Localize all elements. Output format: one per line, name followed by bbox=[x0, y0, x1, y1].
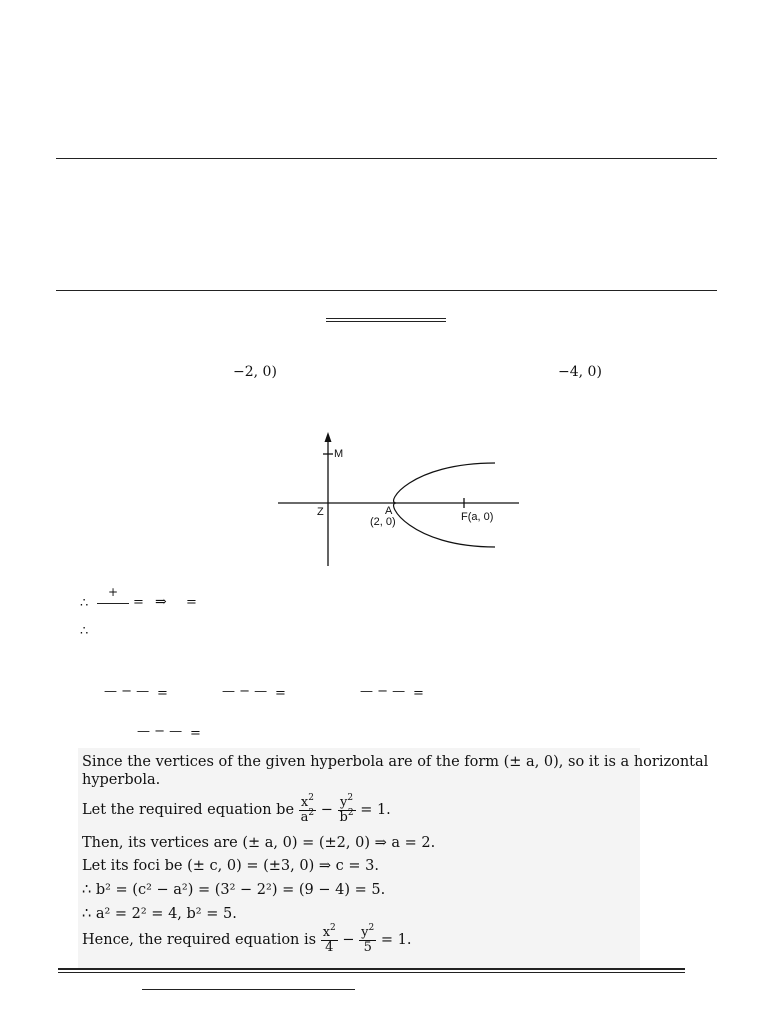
label-a-coordinates: (2, 0) bbox=[370, 516, 396, 528]
footer-rule bbox=[142, 989, 355, 990]
solution-line-1: Since the vertices of the given hyperbola are of the form (± a, 0), so it is a horizontal bbox=[82, 754, 709, 770]
equals-sign-1: = bbox=[133, 595, 144, 610]
equals-sign-3: = bbox=[157, 686, 168, 701]
bottom-rule-2 bbox=[58, 972, 685, 973]
implies-arrow: ⇒ bbox=[155, 594, 167, 610]
y-squared-over-b-squared: $\frac{y^2}{b^2}$ bbox=[339, 793, 354, 825]
plus-sign: + bbox=[108, 585, 119, 599]
solution-line-4: Let its foci be (± c, 0) = (±3, 0) ⇒ c = 3. bbox=[82, 858, 379, 874]
equals-sign-6: = bbox=[190, 726, 201, 741]
equals-sign-2: = bbox=[186, 595, 197, 610]
label-focus: F(a, 0) bbox=[461, 511, 494, 523]
vertex-fragment-2: −4, 0) bbox=[558, 364, 602, 380]
solution-line-7 bbox=[82, 923, 412, 955]
equation-end-text: = 1. bbox=[360, 802, 391, 819]
therefore-symbol-2: ∴ bbox=[80, 624, 89, 639]
arrow-head bbox=[325, 432, 332, 442]
fraction-skeleton-4: — − — bbox=[137, 724, 183, 739]
label-a: A bbox=[385, 505, 393, 517]
fraction-skeleton-2: — − — bbox=[222, 684, 268, 699]
equation-intro-text: Let the required equation be bbox=[82, 802, 295, 819]
final-equation-end: = 1. bbox=[380, 932, 412, 949]
x-squared-over-a-squared: $\frac{x^2}{a^2}$ bbox=[300, 793, 315, 825]
parabola-curve bbox=[394, 463, 495, 547]
solution-line-2 bbox=[82, 793, 391, 825]
final-equation-intro: Hence, the required equation is bbox=[82, 932, 317, 949]
x-squared-over-4: $\frac{x^2}{4}$ bbox=[322, 923, 336, 955]
equals-sign-5: = bbox=[413, 686, 424, 701]
vertex-fragment-1: −2, 0) bbox=[233, 364, 277, 380]
bottom-rule-1 bbox=[58, 968, 685, 970]
solution-line-6: ∴ a² = 2² = 4, b² = 5. bbox=[82, 906, 237, 922]
fraction-skeleton-1: — − — bbox=[104, 684, 150, 699]
solution-line-5: ∴ b² = (c² − a²) = (3² − 2²) = (9 − 4) = 5. bbox=[82, 882, 386, 898]
final-minus-sign: − bbox=[342, 932, 355, 949]
fraction-skeleton-3: — − — bbox=[360, 684, 406, 699]
label-m: M bbox=[334, 448, 344, 460]
y-squared-over-5: $\frac{y^2}{5}$ bbox=[361, 923, 375, 955]
label-z: Z bbox=[317, 506, 324, 518]
equals-sign-4: = bbox=[275, 686, 286, 701]
minus-sign: − bbox=[320, 802, 333, 819]
solution-line-3: Then, its vertices are (± a, 0) = (±2, 0) ⇒ a = 2. bbox=[82, 835, 436, 851]
therefore-symbol-1: ∴ bbox=[80, 596, 89, 611]
solution-line-1b: hyperbola. bbox=[82, 772, 161, 788]
solution-block bbox=[78, 748, 709, 970]
fraction-bar bbox=[97, 603, 129, 604]
